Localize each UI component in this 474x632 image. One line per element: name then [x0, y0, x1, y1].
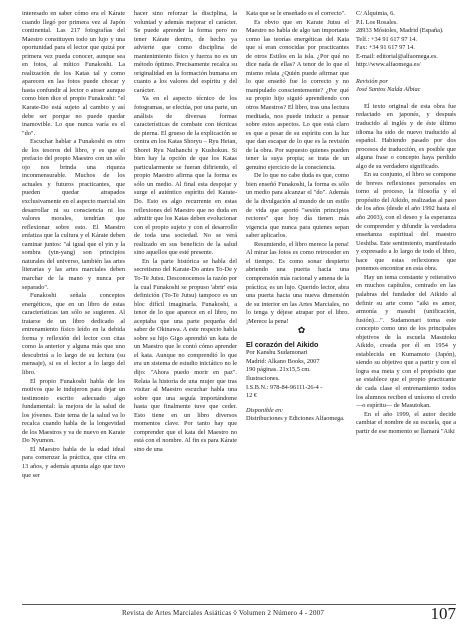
email-line: E-mail: editorial@alfaomega.es.: [356, 52, 438, 60]
book-isbn: I.S.B.N.: 978-84-96111-26-4 -: [246, 383, 323, 391]
book-pages: 190 páginas. 21x15,5 cm.: [246, 366, 311, 374]
flower-ornament-icon: ✿: [297, 325, 306, 336]
website-link[interactable]: http://www.alfaomega.es/: [356, 61, 421, 69]
text-column-4: [356, 10, 456, 600]
article-page: [22, 10, 456, 600]
footer-divider: [22, 604, 456, 605]
paragraph: Escuchar hablar a Funakoshi es otro de los tesoros del libro, y es que el prefacio del propio Maestro con un sólo ojo nos brinda una riqueza inconmensurable. Muchos de los actuales y futuros practicantes, que pueden quedar atrapados exclusivamente en el aspecto marcial sin desarrollar ni su consciencia ni los valores morales, tendrían que reflexionar sobre esto. El Maestro enfatiza que la cultura y el Kárate deben caminar juntos: "al igual que el yin y la sombra (yin-yang) son principios naturales del universo, también las artes literarias y las artes marciales deben marchar de la mano y nunca por separado".: [22, 138, 125, 291]
paragraph: De lo que no cabe duda es que, como bien enseñó Funakoshi, la forma es sólo un medio para alcanzar el "do". Además de la divulgación al mundo de un estilo de vida que aportó "sesión principios rectores" que hoy día tienen más vigencia que nunca para quienes sepan saber aplicarlos.: [246, 172, 349, 240]
review-label: Revisión por: [356, 77, 389, 85]
availability-label: Disponible en:: [246, 406, 284, 414]
book-illustrations: Ilustraciones.: [246, 374, 280, 382]
book-distributor: Distribuciones y Ediciones Alfaomega.: [246, 415, 345, 423]
address-line: 28933 Móstoles, Madrid (España).: [356, 27, 444, 35]
paragraph: Kata que se le enseñado es el correcto".: [246, 10, 346, 17]
page-number: 107: [430, 604, 456, 623]
paragraph: hacer sino reforzar la disciplina, la voluntad y además mejorar el carácter. Se puede aprender la forma pero no tener Kárate dentro, de hecho ya advierte que como disciplina de mantenimiento físico y fuerza no es un método óptimo. Precisamente recalca su originalidad en la formación humana en cuanto a los valores del espíritu y del carácter.: [134, 10, 237, 94]
paragraph: Hay un tema constante y reiterativo en muchos capítulos, centrado en las palabras del fundador del Aikido al definir su arte como "aiki es amor, armonía y masubi (unificación, fusión)…". Sudamonari toma este concepto como uno de los principales objetivos de la escuela Masutoku Aikido, creada por él en 1954 y establecida en Kumamoto (Japón), siendo su objetivo que a partir y con el logra esa meta y con el propósito que se establece que el propio practicante de cada clase el entrenamiento todos los alumnos reciben el unísono el credo —o espíritu— de Masutokan.: [356, 273, 456, 410]
fax-line: Fax: +34 91 617 97 14.: [356, 44, 415, 52]
paragraph: interesado en saber cómo era el Kárate cuando llegó por primera vez al Japón continental. Las 217 fotografías del Maestro constituyen todo un lujo y una oportunidad para el lector que quizá por primera vez pueda conocer, aunque sea en fotos, al mítico Funakoshi. La realización de los Katas tal y como aparecen en las fotos puede chocar y hasta confundir al lector o atraer aunque como bien dice el propio Funakoshi: "el Karate-Do está sujeto al cambio y así debe ser porque no puede quedar inamovible. Lo que nunca varía es el "do".: [22, 10, 125, 137]
paragraph: Es obvio que en Karate Jutsu el Maestro no habla de algo tan importante como las teorías energéticas del Kata que sí eran conocidas por practicantes de otros Estilos en la isla. ¿Por qué no dice nada de ellas? A tenor de lo que el mismo relata ¿Quién puede afirmar que lo que enseñó fue lo correcto y no manipulado conscientemente? ¿Por qué su propio hijo siguió aprendiendo con otros Maestros? El libro, tras una lectura meditada, nos puede inducir a pensar sobre estos aspectos. Lo que está claro es que a pesar de su espíritu con la luz que dan escapar de lo que es la revisión de la obra. Por supuesto quienes pueden tener la suya propia; se trata de un genuino ejercicio de la consciencia.: [246, 18, 349, 171]
text-column-3: [246, 10, 349, 600]
paragraph: En la parte histórica se habla del secretismo del Karate-Do antes To-De y To-Te Jutsu. Desconocemos la razón por la cual Funakoshi se propuso 'abrir' esta definición (To-Te Jutsu) tampoco es un bloc difícil imaginarla. Funakoshi, a tenor de lo que aparece en el libro, no aceptaba que una parte pequeña del saber de Okinawa. A este respecto habla sobre su hijo Gigo aprendió un kata de un Maestro que le contó cómo aprender el kata. Aunque no comprendió lo que era un sistema de estudio iniciático no le dijo: "Ahora puedo morir en paz". Relata la historia de una mujer que tras visitar al Maestro escuchar habla una sobre que una seguía importándome hasta que finalmente tuve que ceder. Esto tiene en un libro diversos momentos clave. Por tanto hay que comprender que el kata del Maestro no está con el nombre. Al fin es para Kárate sino de una: [134, 257, 237, 453]
book-info: [246, 341, 349, 424]
phone-line: Telf.: +34 91 617 97 14.: [356, 35, 418, 43]
page-footer: [22, 604, 456, 627]
text-column-1: [22, 10, 125, 600]
address-line: C/ Alquimia, 6.: [356, 10, 395, 17]
paragraph: Resumiendo, el libro merece la pena! Al mirar las fotos es como retroceder en el tiempo. Es como sonar despierto abriendo una puerta hacia una comprensión más racional y amena de la práctica; es un lujo. Querido lector, abra una puerta hacia una nueva dimensión de su interior en las Artes Marciales, no lo tenga y déjese atrapar por el libro. ¡Merece la pena!: [246, 240, 349, 325]
book-price: 12 €: [246, 392, 258, 400]
text-column-2: [134, 10, 237, 600]
paragraph: Ya en el aspecto técnico de los fotogramas, se efectúa, por una parte, un análisis de diversas formas características de combate con técnicas de pierna. El grueso de la explicación se centra en los Katas Shoryu – Ryu Heian, Shorei Ryu Naihanchi y Kushokun. Si bien hay la opción de que los Katas particularmente se fueran difiriendo, el propio Maestro afirma que la forma es sólo un medio. Al final esta despojar y surge el auténtico espíritu del Karate-Do. Esto es algo recurrente en estas reflexiones del Maestro que no duda en admitir que los Katas deben evolucionar con el propio sujeto y con el desarrollo de toda una sociedad. No se verá realizado en sus beneficio de la salud sino aquellos que esté presente.: [134, 95, 237, 257]
paragraph: En el año 1999, el autor decide cambiar el nombre de su escuela, que a partir de ese momento se llamará "Aiki: [356, 410, 456, 435]
paragraph: El propio Funakoshi habla de los motivos que le indujeron para dejar un testimonio escrito adecuado algo fundamental: la mejora de la salud de los jóvenes. Este tema de la salud va lo recalca cuando habla de la longevidad de los Maestros y va de nuevo en Karate Do Nyumon.: [22, 377, 125, 445]
paragraph: El texto original de esta obra fue redactado en japonés, y después traducido al inglés y de éste último idioma ha sido de nuevo traducido al español. Habiendo pasado por dos procesos de traducción, es posible que alguna frase o concepto haya perdido algo de su verdadero significado.: [356, 102, 456, 170]
paragraph: En su conjunto, el libro se compone de breves reflexiones personales en torno al proceso, la filosofía y el propósito del Aikido, realizadas al paso de los años (desde el año 1992 hasta el año 2003), con el deseo y la esperanza de comprender y difundir la verdadera enseñanza espiritual del maestro Ueshiba. Este sentimiento, manifestado y expresado a lo largo de todo el libro, hace que estas reflexiones que ponemos encontrar en esta obra.: [356, 171, 456, 273]
address-line: P.I. Los Rosales.: [356, 18, 398, 26]
reviewer-name: José Santos Nalda Albiac: [356, 86, 421, 94]
paragraph: El Maestro habla de la edad ideal para comenzar la práctica, que cifra en 13 años, y además apunta algo que tuvo que ser: [22, 445, 125, 479]
book-author: Por Kanshu Sudamonari: [246, 349, 308, 357]
book-title: El corazón del Aikido: [246, 339, 319, 349]
paragraph: Funakoshi señala conceptos energéticos, que en un libro de estas características tan sólo se sugieren. Al tratarse de un libro dedicado al entrenamiento físico leído en la debida forma y reflexión del lector con citas como la anterior y alguna más que uno descubrirá a lo largo de su lectura (su mensaje), si es el lector a lo largo del libro.: [22, 292, 125, 376]
journal-citation: Revista de Artes Marciales Asiáticas ◊ Volumen 2 Número 4 - 2007: [122, 609, 325, 617]
book-publisher: Madrid: Alkano Books, 2007: [246, 357, 320, 365]
